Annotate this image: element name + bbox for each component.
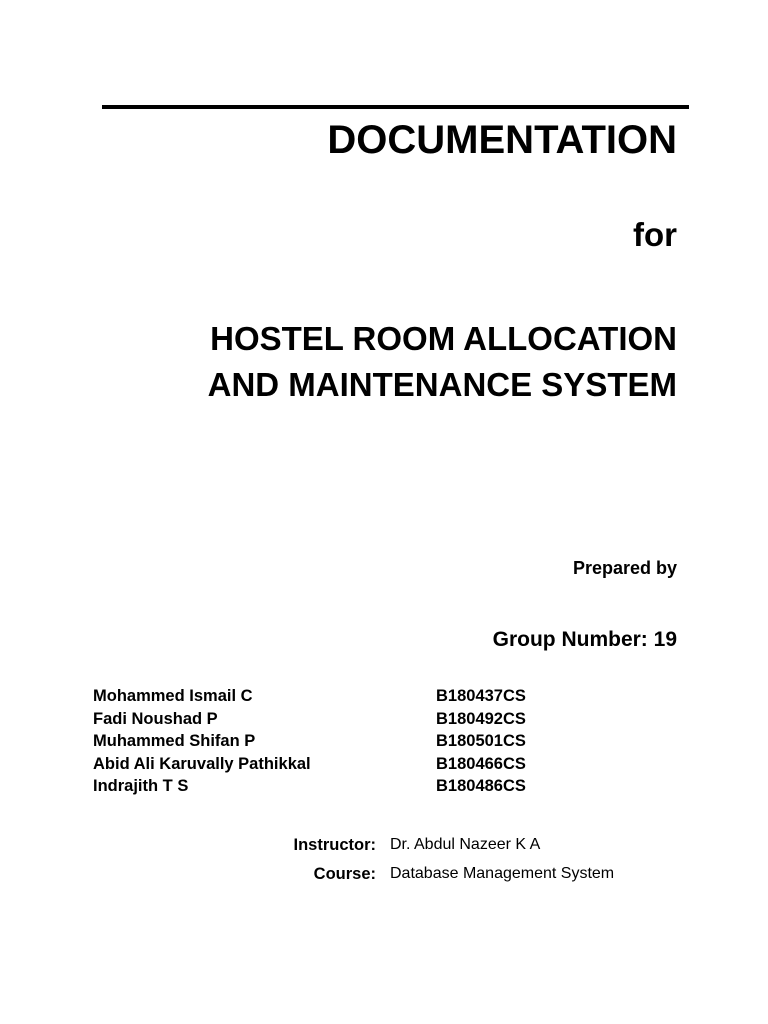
instructor-name: Dr. Abdul Nazeer K A xyxy=(390,836,541,853)
member-name: Muhammed Shifan P xyxy=(93,732,256,750)
member-row xyxy=(93,753,553,776)
member-row xyxy=(93,775,553,798)
project-title xyxy=(208,316,677,408)
member-name: Indrajith T S xyxy=(93,777,189,795)
member-name: Fadi Noushad P xyxy=(93,709,218,728)
project-title-line: AND MAINTENANCE SYSTEM xyxy=(207,366,677,403)
course-label: Course: xyxy=(313,865,376,883)
instructor-label: Instructor: xyxy=(293,836,376,854)
document-title: DOCUMENTATION xyxy=(327,118,677,162)
member-roll-number: B180437CS xyxy=(436,687,526,705)
member-roll-number: B180501CS xyxy=(436,732,526,750)
title-connector: for xyxy=(633,216,677,253)
top-rule xyxy=(102,105,689,109)
member-row xyxy=(93,685,553,708)
group-number: Group Number: 19 xyxy=(492,628,677,651)
member-roll-number: B180492CS xyxy=(436,709,526,728)
member-name: Mohammed Ismail C xyxy=(93,687,253,705)
member-name: Abid Ali Karuvally Pathikkal xyxy=(93,754,311,773)
instructor-row xyxy=(0,832,768,861)
member-roll-number: B180486CS xyxy=(436,777,526,795)
course-details xyxy=(0,832,768,890)
course-name: Database Management System xyxy=(390,865,615,882)
member-row xyxy=(93,730,553,753)
member-row xyxy=(93,708,553,731)
member-list xyxy=(93,685,553,798)
prepared-by-label: Prepared by xyxy=(572,558,677,578)
course-row xyxy=(0,861,768,890)
project-title-line: HOSTEL ROOM ALLOCATION xyxy=(210,320,677,357)
member-roll-number: B180466CS xyxy=(436,754,526,773)
